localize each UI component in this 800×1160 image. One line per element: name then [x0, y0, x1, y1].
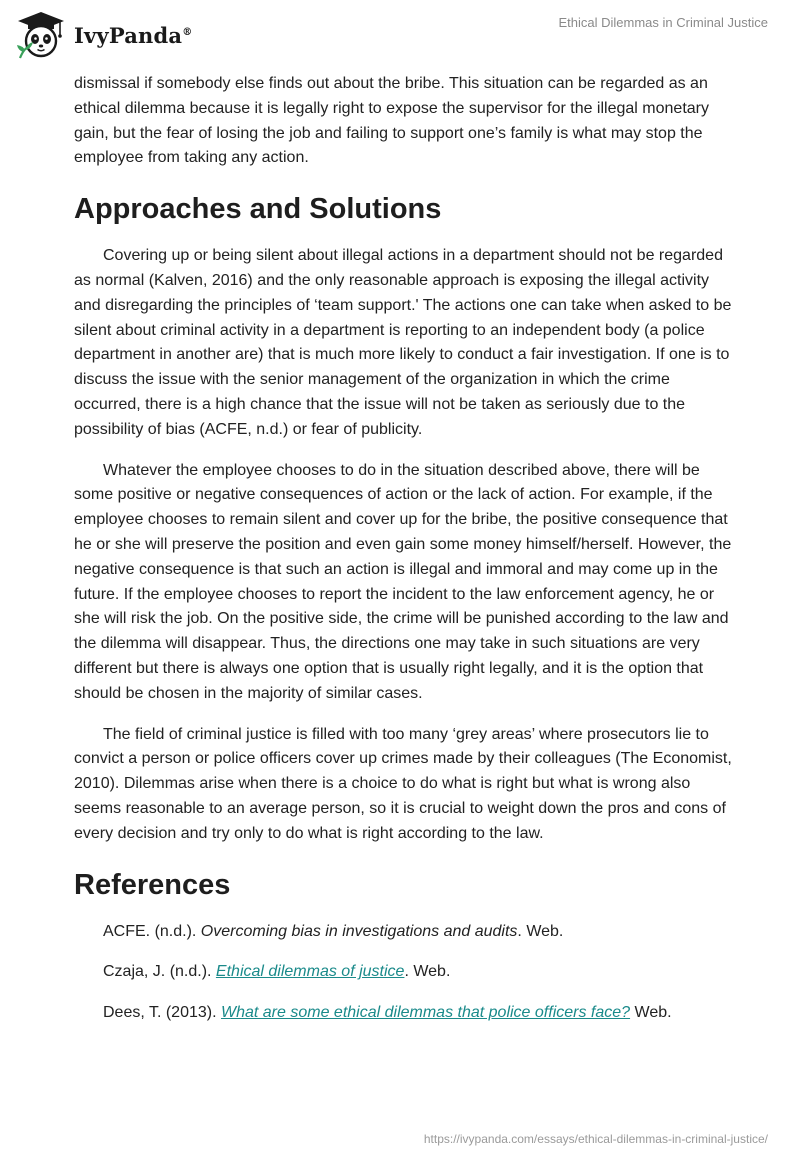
body-paragraph: Covering up or being silent about illegal actions in a department should not be regarded as normal (Kalven, 2016) and the only reasonable approach is exposing the illegal activity and disregarding the principles of ‘team support.' The actions one can take when asked to be silent about criminal activity in a department is reporting to an independent body (a police department in another are) that is much more likely to conduct a fair investigation. If one is to discuss the issue with the senior management of the organization in which the crime occurred, there is a high chance that the issue will not be taken as seriously due to the possibility of bias (ACFE, n.d.) or fear of publicity. — [74, 247, 732, 438]
document-title: Ethical Dilemmas in Criminal Justice — [558, 15, 768, 30]
reference-suffix: Web. — [630, 1004, 672, 1022]
body-paragraph: The field of criminal justice is filled with too many ‘grey areas’ where prosecutors lie to convict a person or police officers cover up crimes made by their colleagues (The Economist, 2010). Dilemmas arise when there is a choice to do what is right but what is wrong also seems reasonable to an average person, so it is crucial to weight down the pros and cons of every decision and try only to do what is right according to the law. — [74, 725, 732, 842]
brand-name: IvyPanda® — [74, 22, 193, 48]
source-url: https://ivypanda.com/essays/ethical-dilemmas-in-criminal-justice/ — [423, 1132, 768, 1146]
reference-link[interactable]: Ethical dilemmas of justice — [215, 963, 405, 981]
ivypanda-logo[interactable] — [14, 8, 192, 62]
body-paragraph: Whatever the employee chooses to do in the situation described above, there will be some positive or negative consequences of action or the lack of action. For example, if the employee chooses to remain silent and cover up for the bribe, the positive consequence that he or she will preserve the position and even gain some money himself/herself. However, the negative consequence is that such an action is illegal and immoral and may come up in the future. If the employee chooses to report the incident to the law enforcement agency, he or she will risk the job. On the positive side, the crime will be punished according to the law and the dilemma will disappear. Thus, the directions one may take in such situations are very different but there is always one option that is usually right legally, and it is the option that should be chosen in the majority of similar cases. — [74, 461, 732, 702]
reference-author: Czaja, J. (n.d.). — [103, 963, 216, 981]
essay-content — [74, 72, 734, 1042]
reference-item — [74, 960, 734, 985]
reference-item — [74, 1001, 734, 1026]
reference-author: ACFE. (n.d.). — [103, 922, 201, 940]
reference-title: Overcoming bias in investigations and audits — [200, 922, 518, 940]
reference-suffix: . Web. — [517, 922, 564, 940]
intro-paragraph: dismissal if somebody else finds out about the bribe. This situation can be regarded as an ethical dilemma because it is legally right to expose the supervisor for the illegal monetary gain, but the fear of losing the job and failing to support one’s family is what may stop the employee from taking any action. — [74, 75, 709, 167]
page-header — [0, 0, 800, 70]
reference-link[interactable]: What are some ethical dilemmas that police officers face? — [220, 1004, 631, 1022]
reference-item — [74, 920, 734, 945]
reference-author: Dees, T. (2013). — [103, 1004, 221, 1022]
section-heading-references: References — [74, 868, 231, 901]
section-heading-approaches: Approaches and Solutions — [74, 193, 442, 226]
panda-graduate-icon — [14, 8, 68, 62]
reference-suffix: . Web. — [404, 963, 451, 981]
